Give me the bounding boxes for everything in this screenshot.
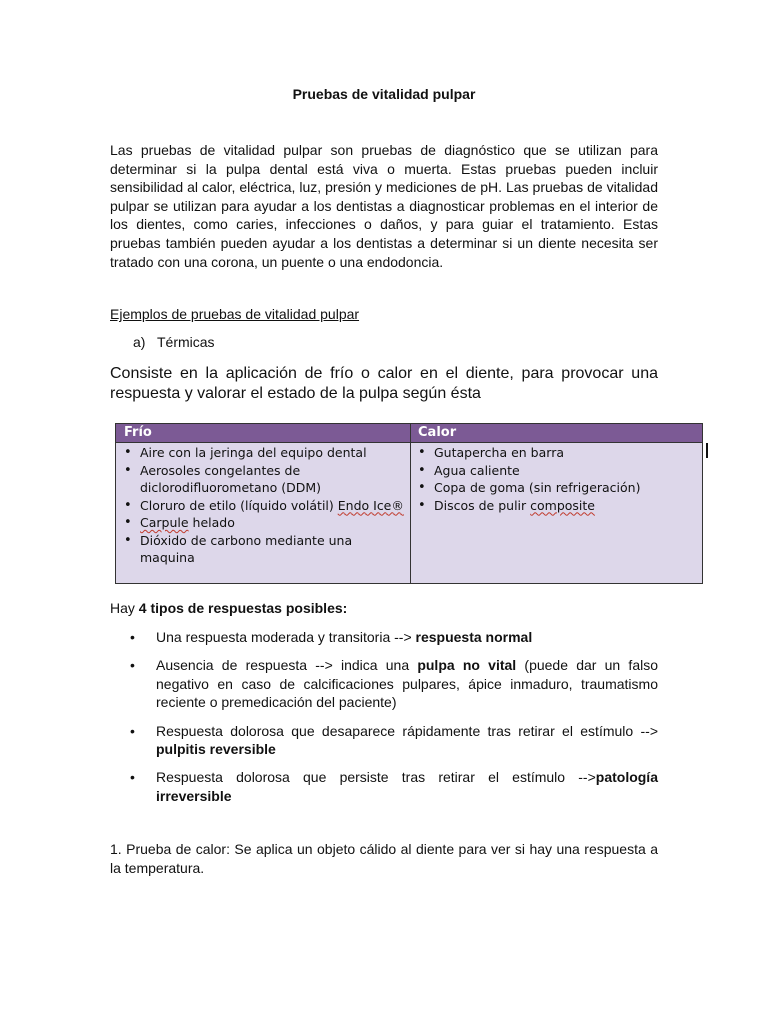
list-item: • Una respuesta moderada y transitoria --> respuesta normal [110, 628, 658, 646]
list-item: • Agua caliente [412, 462, 700, 480]
thermal-tests-table [115, 423, 703, 584]
header-cold: Frío [124, 425, 152, 440]
list-item: • Dióxido de carbono mediante una maquina [118, 532, 408, 567]
list-item: • Aire con la jeringa del equipo dental [118, 444, 408, 462]
list-item: • Carpule helado [118, 514, 408, 532]
list-item: • Respuesta dolorosa que persiste tras retirar el estímulo -->patología irreversible [110, 768, 658, 805]
consiste-paragraph: Consiste en la aplicación de frío o calor en el diente, para provocar una respuesta y valorar el estado de la pulpa según ésta [110, 365, 658, 402]
intro-paragraph: Las pruebas de vitalidad pulpar son pruebas de diagnóstico que se utilizan para determinar si la pulpa dental está viva o muerta. Estas pruebas pueden incluir sensibilidad al calor, eléctrica, luz, presión y mediciones de pH. Las pruebas de vitalidad pulpar se utilizan para ayudar a los dentistas a diagnosticar problemas en el interior de los dientes, como caries, infecciones o daños, y para guiar el tratamiento. Estas pruebas también pueden ayudar a los dentistas a determinar si un diente necesita ser tratado con una corona, un puente o una endodoncia. [110, 142, 658, 270]
text-cursor-mark [706, 443, 708, 458]
responses-list [110, 628, 658, 805]
examples-heading: Ejemplos de pruebas de vitalidad pulpar [110, 306, 360, 322]
subitem-text: Térmicas [157, 334, 215, 350]
list-item: • Discos de pulir composite [412, 497, 700, 515]
table-header-row [116, 424, 702, 443]
list-item: • Respuesta dolorosa que desaparece rápidamente tras retirar el estímulo --> pulpitis reversible [110, 722, 658, 759]
header-heat: Calor [418, 425, 457, 440]
subitem-label: a) [133, 334, 146, 350]
list-item: • Gutapercha en barra [412, 444, 700, 462]
responses-intro: Hay 4 tipos de respuestas posibles: [110, 600, 348, 616]
list-item: • Cloruro de etilo (líquido volátil) Endo Ice® [118, 497, 408, 515]
page-title: Pruebas de vitalidad pulpar [292, 86, 476, 102]
heat-list [412, 444, 700, 514]
heat-test-paragraph: 1. Prueba de calor: Se aplica un objeto cálido al diente para ver si hay una respuesta a la temperatura. [110, 841, 658, 876]
list-item: • Ausencia de respuesta --> indica una pulpa no vital (puede dar un falso negativo en caso de calcificaciones pulpares, ápice inmaduro, traumatismo reciente o premedicación del paciente) [110, 656, 658, 711]
list-item: • Aerosoles congelantes de diclorodifluorometano (DDM) [118, 462, 408, 497]
cold-list [118, 444, 408, 567]
examples-subitem [133, 334, 215, 350]
column-divider [410, 424, 411, 583]
list-item: • Copa de goma (sin refrigeración) [412, 479, 700, 497]
